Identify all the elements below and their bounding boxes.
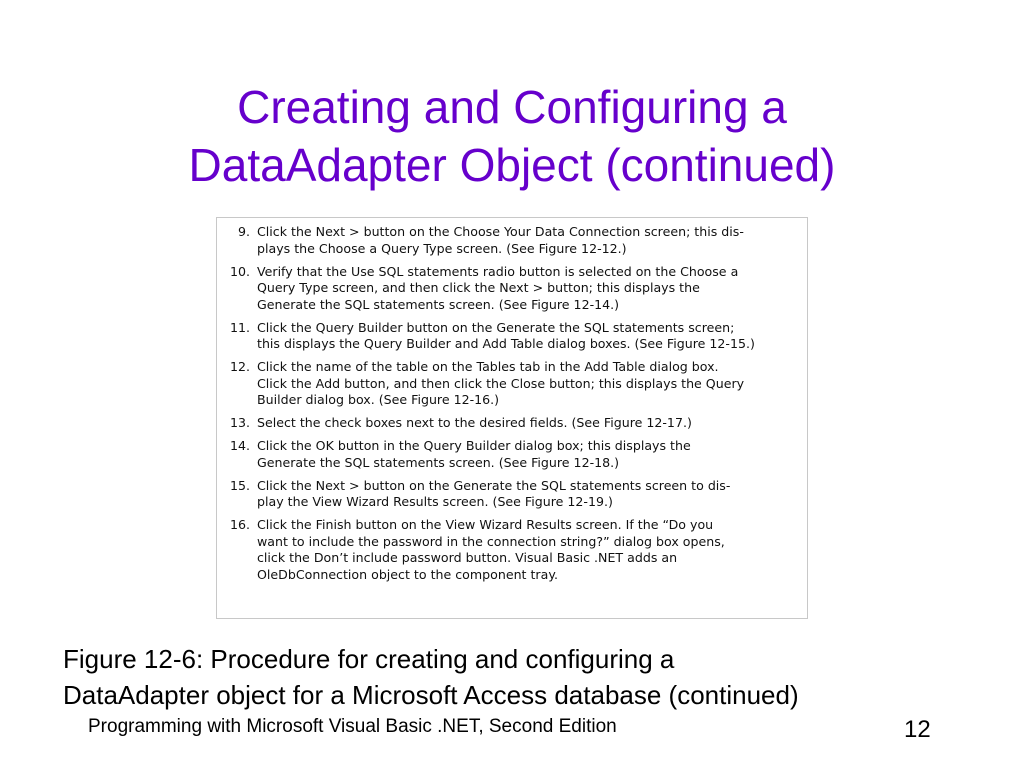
procedure-step-10	[217, 264, 797, 314]
step-text-line: Click the Next > button on the Generate the SQL statements screen to dis-	[257, 477, 731, 493]
slide-title-line: DataAdapter Object (continued)	[188, 139, 836, 191]
step-number: 15.	[229, 477, 250, 493]
step-number: 12.	[229, 359, 250, 374]
step-text-line: Click the Finish button on the View Wizard Results screen. If the “Do you	[257, 517, 714, 532]
step-text-line: Select the check boxes next to the desired fields. (See Figure 12-17.)	[257, 415, 692, 430]
step-text-line: plays the Choose a Query Type screen. (See Figure 12-12.)	[257, 240, 627, 256]
slide-title-line: Creating and Configuring a	[237, 81, 787, 133]
procedure-step-13	[217, 415, 797, 432]
step-text-line: play the View Wizard Results screen. (See Figure 12-19.)	[257, 494, 613, 509]
step-text-line: Click the Next > button on the Choose Your Data Connection screen; this dis-	[257, 224, 744, 239]
procedure-step-9	[217, 224, 797, 257]
procedure-step-12	[217, 359, 797, 409]
slide-title	[0, 78, 1024, 194]
step-number: 14.	[229, 438, 250, 453]
figure-procedure-box	[216, 217, 808, 619]
step-text-line: OleDbConnection object to the component tray.	[257, 566, 558, 582]
step-text-line: Generate the SQL statements screen. (See Figure 12-18.)	[257, 454, 620, 470]
procedure-step-11	[217, 320, 797, 353]
procedure-steps-list	[217, 218, 807, 583]
step-text-line: Generate the SQL statements screen. (See Figure 12-14.)	[257, 296, 620, 312]
step-text-line: Query Type screen, and then click the Next > button; this displays the	[257, 280, 700, 295]
procedure-step-15	[217, 478, 797, 511]
figure-caption-line: Figure 12-6: Procedure for creating and configuring a	[63, 644, 675, 674]
figure-caption-line: DataAdapter object for a Microsoft Access database (continued)	[63, 680, 799, 710]
figure-caption	[63, 641, 799, 713]
step-number: 10.	[229, 263, 250, 279]
step-text-line: Verify that the Use SQL statements radio button is selected on the Choose a	[257, 263, 739, 279]
slide-page-number: 12	[904, 716, 931, 743]
step-number: 16.	[229, 517, 250, 532]
procedure-step-16	[217, 517, 797, 583]
step-number: 13.	[229, 415, 250, 430]
step-text-line: Click the OK button in the Query Builder dialog box; this displays the	[257, 438, 691, 453]
step-number: 11.	[229, 319, 250, 335]
step-text-line: want to include the password in the connection string?” dialog box opens,	[257, 533, 725, 549]
step-text-line: this displays the Query Builder and Add Table dialog boxes. (See Figure 12-15.)	[257, 336, 755, 351]
step-text-line: Click the name of the table on the Tables tab in the Add Table dialog box.	[257, 359, 719, 374]
step-text-line: Click the Add button, and then click the Close button; this displays the Query	[257, 375, 745, 391]
step-text-line: Click the Query Builder button on the Generate the SQL statements screen;	[257, 319, 735, 335]
step-number: 9.	[237, 224, 250, 239]
footer-book-title: Programming with Microsoft Visual Basic .NET, Second Edition	[88, 716, 617, 737]
procedure-step-14	[217, 438, 797, 471]
step-text-line: Builder dialog box. (See Figure 12-16.)	[257, 392, 500, 407]
step-text-line: click the Don’t include password button. Visual Basic .NET adds an	[257, 550, 678, 565]
